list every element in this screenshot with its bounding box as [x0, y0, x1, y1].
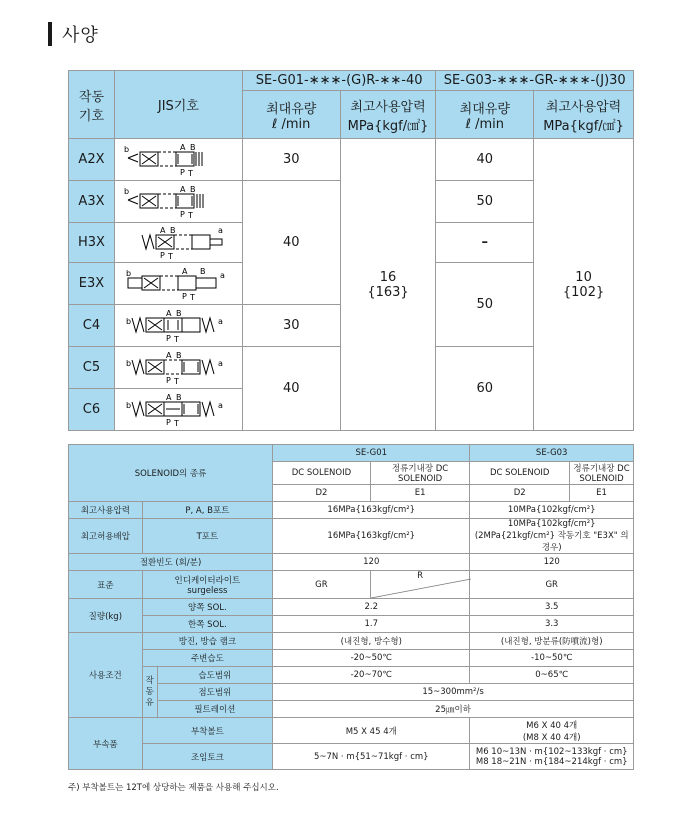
g01-d2: D2: [273, 485, 371, 502]
svg-text:a: a: [220, 270, 226, 280]
svg-text:A: A: [182, 266, 188, 276]
single-sol-label: 한쪽 SOL.: [142, 616, 272, 633]
freq-g01: 120: [273, 554, 470, 571]
footnote: 주) 부착볼트는 12T에 상당하는 제품을 사용해 주십시오.: [68, 783, 279, 793]
code-c4: C4: [69, 305, 115, 347]
svg-text:A: A: [166, 350, 172, 360]
g01-flow-a3x-e3x: 40: [242, 181, 340, 305]
filtering-value: 25㎛이하: [273, 701, 634, 718]
std-r-g01: R: [370, 571, 470, 599]
mass-single-g03: 3.3: [470, 616, 634, 633]
svg-text:A: A: [180, 142, 186, 152]
svg-text:a: a: [218, 358, 224, 368]
code-c6: C6: [69, 389, 115, 431]
svg-text:a: a: [218, 316, 224, 326]
symbol-a3x: [114, 181, 242, 223]
svg-text:P: P: [180, 209, 186, 219]
valve-symbol-icon: [122, 225, 234, 261]
g01-dc: DC SOLENOID: [273, 462, 371, 485]
section-title: [48, 22, 99, 46]
mass-double-g03: 3.5: [470, 599, 634, 616]
indicator-label: 인디케이터라이트 surgeless: [142, 571, 272, 599]
g03-flow-c5-c6: 60: [436, 347, 534, 431]
spec-table-solenoid: [68, 444, 634, 770]
title-bar: [48, 22, 52, 46]
symbol-c5: [114, 347, 242, 389]
max-pressure-label: 최고사용압력: [69, 502, 143, 519]
svg-text:P: P: [166, 333, 172, 343]
g03-e1: E1: [570, 485, 634, 502]
valve-symbol-icon: [122, 266, 234, 302]
mass-label: 질량(kg): [69, 599, 143, 633]
dustproof-label: 방진, 방습 램크: [142, 633, 272, 650]
temp-range-label: 습도범위: [157, 667, 272, 684]
g03-rect: 정류기내장 DC SOLENOID: [570, 462, 634, 485]
g03-dc: DC SOLENOID: [470, 462, 570, 485]
g03-flow-h3x: –: [436, 223, 534, 263]
g01-e1: E1: [370, 485, 470, 502]
valve-symbol-icon: [122, 350, 234, 386]
svg-text:T: T: [174, 376, 180, 386]
code-c5: C5: [69, 347, 115, 389]
svg-text:a: a: [218, 400, 224, 410]
svg-text:T: T: [188, 168, 194, 178]
symbol-c6: [114, 389, 242, 431]
code-a3x: A3X: [69, 181, 115, 223]
svg-text:T: T: [174, 418, 180, 428]
g01-flow-c5-c6: 40: [242, 347, 340, 431]
col-jis: JIS기호: [114, 71, 242, 139]
code-h3x: H3X: [69, 223, 115, 263]
torque-g03: M6 10~13N · m{102~133kgf · cm} M8 18~21N · m{184~214kgf · cm}: [470, 744, 634, 770]
g03-label: SE-G03: [470, 445, 634, 462]
g01-rect: 정류기내장 DC SOLENOID: [370, 462, 470, 485]
dustproof-g01: (내진형, 방수형): [273, 633, 470, 650]
valve-symbol-icon: [122, 142, 234, 178]
t-port-label: T포트: [142, 519, 272, 554]
svg-text:P: P: [182, 291, 188, 301]
svg-text:A: A: [166, 308, 172, 318]
solenoid-type-label: SOLENOID의 종류: [69, 445, 273, 502]
svg-text:P: P: [160, 250, 166, 260]
valve-symbol-icon: [122, 308, 234, 344]
torque-label: 조임토크: [142, 744, 272, 770]
svg-text:B: B: [176, 308, 182, 318]
g01-pressure-header: 최고사용압력 MPa{kgf/㎠}: [340, 91, 436, 139]
symbol-c4: [114, 305, 242, 347]
svg-text:B: B: [176, 350, 182, 360]
spec-table-flow: [68, 70, 634, 431]
svg-text:A: A: [180, 184, 186, 194]
g03-pressure: 10 {102}: [534, 139, 634, 431]
mass-double-g01: 2.2: [273, 599, 470, 616]
svg-text:T: T: [174, 334, 180, 344]
symbol-a2x: [114, 139, 242, 181]
temp-g03: 0~65℃: [470, 667, 634, 684]
temp-g01: -20~70℃: [273, 667, 470, 684]
svg-text:P: P: [166, 375, 172, 385]
ambient-g01: -20~50℃: [273, 650, 470, 667]
g03-flow-e3x-c4: 50: [436, 263, 534, 347]
bolt-g03: M6 X 40 4개 (M8 X 40 4개): [470, 718, 634, 744]
max-pressure-g03: 10MPa{102kgf/cm²}: [470, 502, 634, 519]
conditions-label: 사용조건: [69, 633, 143, 718]
svg-text:T: T: [168, 251, 174, 261]
g01-pressure: 16 {163}: [340, 139, 436, 431]
svg-text:P: P: [166, 417, 172, 427]
svg-text:P: P: [180, 167, 186, 177]
code-a2x: A2X: [69, 139, 115, 181]
double-sol-label: 양쪽 SOL.: [142, 599, 272, 616]
accessories-label: 부속품: [69, 718, 143, 770]
ambient-label: 주변습도: [142, 650, 272, 667]
ambient-g03: -10~50℃: [470, 650, 634, 667]
g01-flow-a2x: 30: [242, 139, 340, 181]
svg-text:a: a: [218, 225, 224, 235]
filtering-label: 필트레이션: [157, 701, 272, 718]
g03-flow-header: 최대유량 ℓ /min: [436, 91, 534, 139]
svg-text:B: B: [200, 266, 206, 276]
svg-text:A: A: [160, 225, 166, 235]
svg-text:b: b: [126, 268, 132, 278]
g03-pressure-header: 최고사용압력 MPa{kgf/㎠}: [534, 91, 634, 139]
freq-g03: 120: [470, 554, 634, 571]
dustproof-g03: (내진형, 방분류(防噴流)형): [470, 633, 634, 650]
std-g03: GR: [470, 571, 634, 599]
torque-g01: 5~7N · m{51~71kgf · cm}: [273, 744, 470, 770]
diagonal-line-icon: [371, 571, 471, 599]
svg-text:b: b: [124, 144, 130, 154]
svg-text:b: b: [126, 400, 132, 410]
col-code: 작동 기호: [69, 71, 115, 139]
valve-symbol-icon: [122, 184, 234, 220]
symbol-h3x: [114, 223, 242, 263]
g01-flow-header: 최대유량 ℓ /min: [242, 91, 340, 139]
switch-freq-label: 절환빈도 (회/분): [69, 554, 273, 571]
max-back-label: 최고허용배압: [69, 519, 143, 554]
svg-text:b: b: [126, 316, 132, 326]
svg-text:T: T: [190, 292, 196, 302]
code-e3x: E3X: [69, 263, 115, 305]
fluid-label: 작 동 유: [142, 667, 157, 718]
g03-flow-a2x: 40: [436, 139, 534, 181]
viscosity-value: 15~300mm²/s: [273, 684, 634, 701]
max-pressure-g01: 16MPa{163kgf/cm²}: [273, 502, 470, 519]
section-title-text: 사양: [62, 25, 99, 46]
standard-label: 표준: [69, 571, 143, 599]
svg-text:B: B: [190, 184, 196, 194]
g03-flow-a3x: 50: [436, 181, 534, 223]
mass-single-g01: 1.7: [273, 616, 470, 633]
svg-text:B: B: [190, 142, 196, 152]
svg-text:b: b: [124, 186, 130, 196]
back-g03: 10MPa{102kgf/cm²} (2MPa{21kgf/cm²} 작동기호 "E3X" 의 경우): [470, 519, 634, 554]
back-g01: 16MPa{163kgf/cm²}: [273, 519, 470, 554]
g03-header: SE-G03-∗∗∗-GR-∗∗∗-(J)30: [436, 71, 634, 91]
g01-flow-c4: 30: [242, 305, 340, 347]
viscosity-label: 점도범위: [157, 684, 272, 701]
pab-port-label: P, A, B포트: [142, 502, 272, 519]
bolt-label: 부착볼트: [142, 718, 272, 744]
symbol-e3x: [114, 263, 242, 305]
svg-text:b: b: [126, 358, 132, 368]
svg-text:B: B: [176, 392, 182, 402]
g01-label: SE-G01: [273, 445, 470, 462]
std-gr-g01: GR: [273, 571, 371, 599]
svg-text:B: B: [170, 225, 176, 235]
svg-text:T: T: [188, 210, 194, 220]
svg-text:A: A: [166, 392, 172, 402]
valve-symbol-icon: [122, 392, 234, 428]
g03-d2: D2: [470, 485, 570, 502]
bolt-g01: M5 X 45 4개: [273, 718, 470, 744]
g01-header: SE-G01-∗∗∗-(G)R-∗∗-40: [242, 71, 436, 91]
